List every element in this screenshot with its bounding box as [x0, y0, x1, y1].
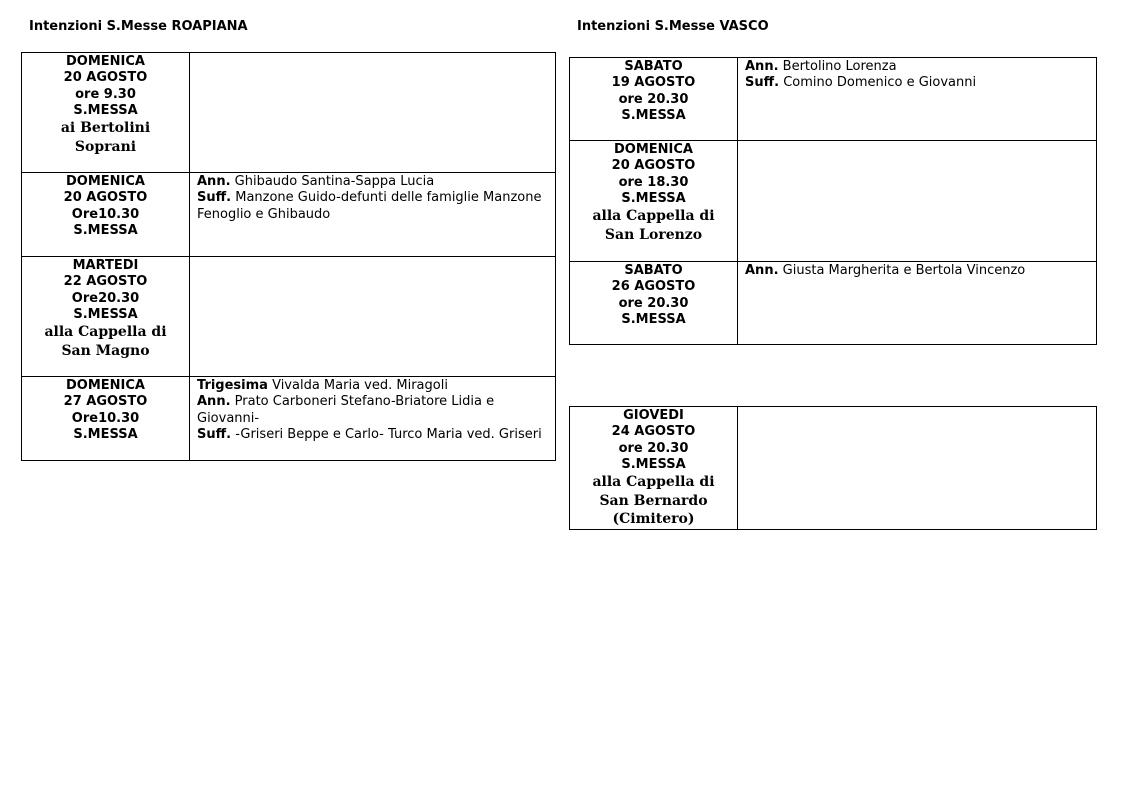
mass-place: ai Bertolini — [60, 120, 151, 137]
mass-type: S.MESSA — [621, 190, 686, 206]
mass-date: 20 AGOSTO — [63, 70, 148, 86]
vasco-title: Intenzioni S.Messe VASCO — [577, 19, 769, 34]
intention-text: Bertolino Lorenza — [778, 59, 897, 74]
mass-place: San Magno — [61, 342, 150, 359]
intention-entry — [197, 427, 548, 443]
intentions-cell — [738, 262, 1097, 345]
mass-place: alla Cappella di — [44, 324, 167, 341]
mass-time: ore 9.30 — [75, 86, 136, 102]
intentions-cell — [738, 407, 1097, 530]
mass-date: 20 AGOSTO — [611, 158, 696, 174]
mass-place: San Bernardo — [599, 492, 708, 509]
mass-time-cell — [22, 53, 190, 173]
mass-day: MARTEDI — [72, 258, 139, 273]
mass-time-cell — [570, 58, 738, 141]
mass-time: ore 18.30 — [618, 174, 689, 190]
mass-type: S.MESSA — [621, 311, 686, 327]
mass-day: SABATO — [624, 263, 683, 278]
roapiana-table — [21, 52, 556, 461]
table-row — [22, 257, 556, 377]
intentions-cell — [738, 141, 1097, 262]
intention-entry — [197, 190, 548, 223]
mass-place: alla Cappella di — [592, 208, 715, 225]
intention-entry — [197, 378, 548, 394]
intention-text: Prato Carboneri Stefano-Briatore Lidia e Giovanni- — [197, 394, 495, 426]
mass-type: S.MESSA — [73, 426, 138, 442]
intention-label: Ann. — [745, 263, 779, 278]
mass-date: 24 AGOSTO — [611, 424, 696, 440]
mass-time: Ore20.30 — [71, 290, 140, 306]
roapiana-title: Intenzioni S.Messe ROAPIANA — [29, 19, 248, 34]
mass-day: GIOVEDI — [623, 408, 684, 423]
table-row — [22, 173, 556, 257]
mass-time: ore 20.30 — [618, 295, 689, 311]
table-row — [570, 141, 1097, 262]
mass-time: ore 20.30 — [618, 91, 689, 107]
intention-label: Suff. — [745, 75, 780, 91]
intention-label: Suff. — [197, 426, 232, 442]
mass-time: Ore10.30 — [71, 206, 140, 222]
table-row — [22, 377, 556, 461]
mass-day: DOMENICA — [66, 54, 145, 69]
intention-text: Giusta Margherita e Bertola Vincenzo — [778, 263, 1026, 278]
mass-date: 19 AGOSTO — [611, 75, 696, 91]
mass-time: Ore10.30 — [71, 410, 140, 426]
intention-label: Suff. — [197, 190, 232, 206]
intentions-cell — [190, 53, 556, 173]
mass-date: 26 AGOSTO — [611, 279, 696, 295]
mass-type: S.MESSA — [73, 222, 138, 238]
mass-type: S.MESSA — [621, 456, 686, 472]
mass-place: alla Cappella di — [592, 474, 715, 491]
mass-day: DOMENICA — [66, 174, 145, 189]
table-row — [570, 262, 1097, 345]
intention-label: Trigesima — [197, 378, 268, 393]
mass-type: S.MESSA — [73, 102, 138, 118]
intention-entry — [745, 75, 1089, 91]
intentions-cell — [190, 173, 556, 257]
intentions-cell — [190, 257, 556, 377]
mass-place: Soprani — [74, 138, 137, 155]
intention-text: -Griseri Beppe e Carlo- Turco Maria ved. Griseri — [231, 426, 542, 442]
mass-time-cell — [570, 262, 738, 345]
intentions-cell — [738, 58, 1097, 141]
intention-label: Ann. — [197, 174, 231, 189]
mass-place: San Lorenzo — [604, 226, 703, 243]
mass-time-cell — [22, 257, 190, 377]
mass-day: DOMENICA — [66, 378, 145, 393]
intention-text: Comino Domenico e Giovanni — [779, 75, 977, 91]
intention-entry — [197, 174, 548, 190]
intention-entry — [745, 263, 1089, 279]
mass-time: ore 20.30 — [618, 440, 689, 456]
mass-time-cell — [570, 407, 738, 530]
intention-entry — [745, 59, 1089, 75]
intention-text: Manzone Guido-defunti delle famiglie Manzone Fenoglio e Ghibaudo — [197, 190, 542, 222]
mass-date: 22 AGOSTO — [63, 274, 148, 290]
intention-label: Ann. — [197, 394, 231, 410]
mass-date: 27 AGOSTO — [63, 394, 148, 410]
mass-time-cell — [22, 377, 190, 461]
intention-label: Ann. — [745, 59, 779, 74]
mass-time-cell — [570, 141, 738, 262]
intention-entry — [197, 394, 548, 427]
mass-time-cell — [22, 173, 190, 257]
intention-text: Vivalda Maria ved. Miragoli — [267, 378, 448, 393]
vasco-table — [569, 57, 1097, 345]
mass-place: (Cimitero) — [612, 511, 695, 528]
mass-type: S.MESSA — [621, 107, 686, 123]
mass-day: SABATO — [624, 59, 683, 74]
mass-day: DOMENICA — [614, 142, 693, 157]
intention-text: Ghibaudo Santina-Sappa Lucia — [230, 174, 435, 189]
table-row — [570, 407, 1097, 530]
table-row — [22, 53, 556, 173]
intentions-cell — [190, 377, 556, 461]
vasco-extra-table — [569, 406, 1097, 530]
mass-type: S.MESSA — [73, 306, 138, 322]
mass-date: 20 AGOSTO — [63, 190, 148, 206]
table-row — [570, 58, 1097, 141]
